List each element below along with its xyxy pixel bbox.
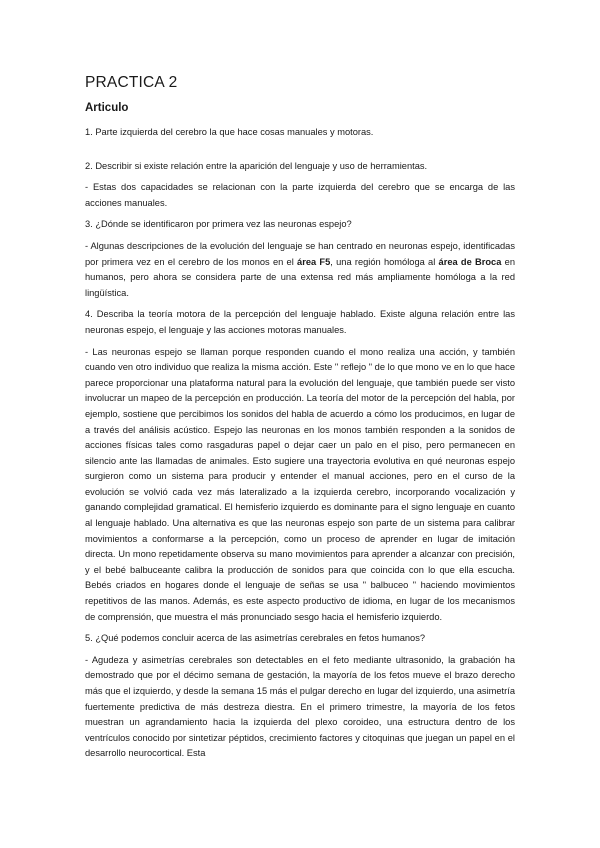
- question-2: 2. Describir si existe relación entre la aparición del lenguaje y uso de herramientas.: [85, 160, 428, 171]
- answer-2: - Estas dos capacidades se relacionan con la parte izquierda del cerebro que se encarga de las acciones manuales.: [85, 182, 515, 208]
- answer-3-bold-f5: área F5: [297, 256, 331, 267]
- document-subtitle: Articulo: [85, 102, 129, 114]
- answer-5: - Agudeza y asimetrías cerebrales son detectables en el feto mediante ultrasonido, la grabación ha demostrado que por el décimo semana de gestación, la mayoría de los fetos mueve el brazo derecho más que el izquierdo, y desde la semana 15 más el pulgar derecho en lugar del izquierdo, una asimetría fuertemente predictiva de más destreza diestra. En el primero trimestre, la mayoría de los fetos muestran un agrandamiento hacia la izquierda del plexo coroideo, una estructura dentro de los ventrículos conocido por sintetizar péptidos, crecimiento factores y citoquinas que juegan un papel en el desarrollo neurocortical. Esta: [85, 654, 515, 759]
- answer-3-text-1: - Algunas descripciones de la evolución del lenguaje se han centrado en neuronas espejo, identificadas por primera vez en el cerebro de los monos en el: [85, 240, 515, 267]
- answer-4: - Las neuronas espejo se llaman porque responden cuando el mono realiza una acción, y también cuando ven otro individuo que realiza la misma acción. Este " reflejo " de lo que mono ve en lo que hace parece proporcionar una plataforma natural para la evolución del lenguaje, que también puede ser visto involucrar un mapeo de la percepción en producción. La teoría del motor de la percepción del habla, por ejemplo, sostiene que percibimos los sonidos del habla de acuerdo a cómo los producimos, en lugar de a través del análisis acústico. Espejo las neuronas en los monos también responden a la sonidos de acciones físicas tales como rasgaduras papel o dejar caer un palo en el piso, pero permanecen en silencio ante las llamadas de animales. Esto sugiere una trayectoria evolutiva en qué neuronas espejo surgieron como un sistema para producir y entender el manual acciones, pero en el curso de la evolución se volvió cada vez más lateralizado a la izquierda cerebro, incorporando vocalización y ganando complejidad gramatical. El hemisferio izquierdo es dominante para el signo lenguaje en cuanto al lenguaje hablado. Una alternativa es que las neuronas espejo son parte de un sistema para calibrar movimientos a conformarse a la percepción, como un proceso de aprender en lugar de imitación directa. Un mono repetidamente observa su mano movimientos para aprender a alcanzar con precisión, y el bebé balbuceante calibra la producción de sonidos para que coincida con lo que ella escucha. Bebés criados en hogares donde el lenguaje de señas se usa " balbuceo " haciendo movimientos repetitivos de las manos. Además, es este aspecto productivo de idioma, en lugar de los mecanismos de comprensión, que muestra el más pronunciado sesgo hacia el hemisferio izquierdo.: [85, 346, 515, 622]
- answer-3-text-3: en humanos, pero ahora se considera parte de una extensa red más ampliamente homóloga a la red lingüística.: [85, 256, 515, 298]
- question-3: 3. ¿Dónde se identificaron por primera vez las neuronas espejo?: [85, 219, 352, 230]
- answer-3-bold-broca: área de Broca: [438, 256, 502, 267]
- question-5: 5. ¿Qué podemos concluir acerca de las asimetrías cerebrales en fetos humanos?: [85, 633, 426, 644]
- question-1: 1. Parte izquierda del cerebro la que hace cosas manuales y motoras.: [85, 127, 374, 137]
- document-page: [85, 74, 515, 768]
- question-4: 4. Describa la teoría motora de la percepción del lenguaje hablado. Existe alguna relación entre las neuronas espejo, el lenguaje y las acciones motoras manuales.: [85, 309, 515, 335]
- answer-3: [85, 239, 515, 301]
- document-title: PRACTICA 2: [85, 74, 178, 91]
- answer-3-text-2: , una región homóloga al: [330, 256, 439, 267]
